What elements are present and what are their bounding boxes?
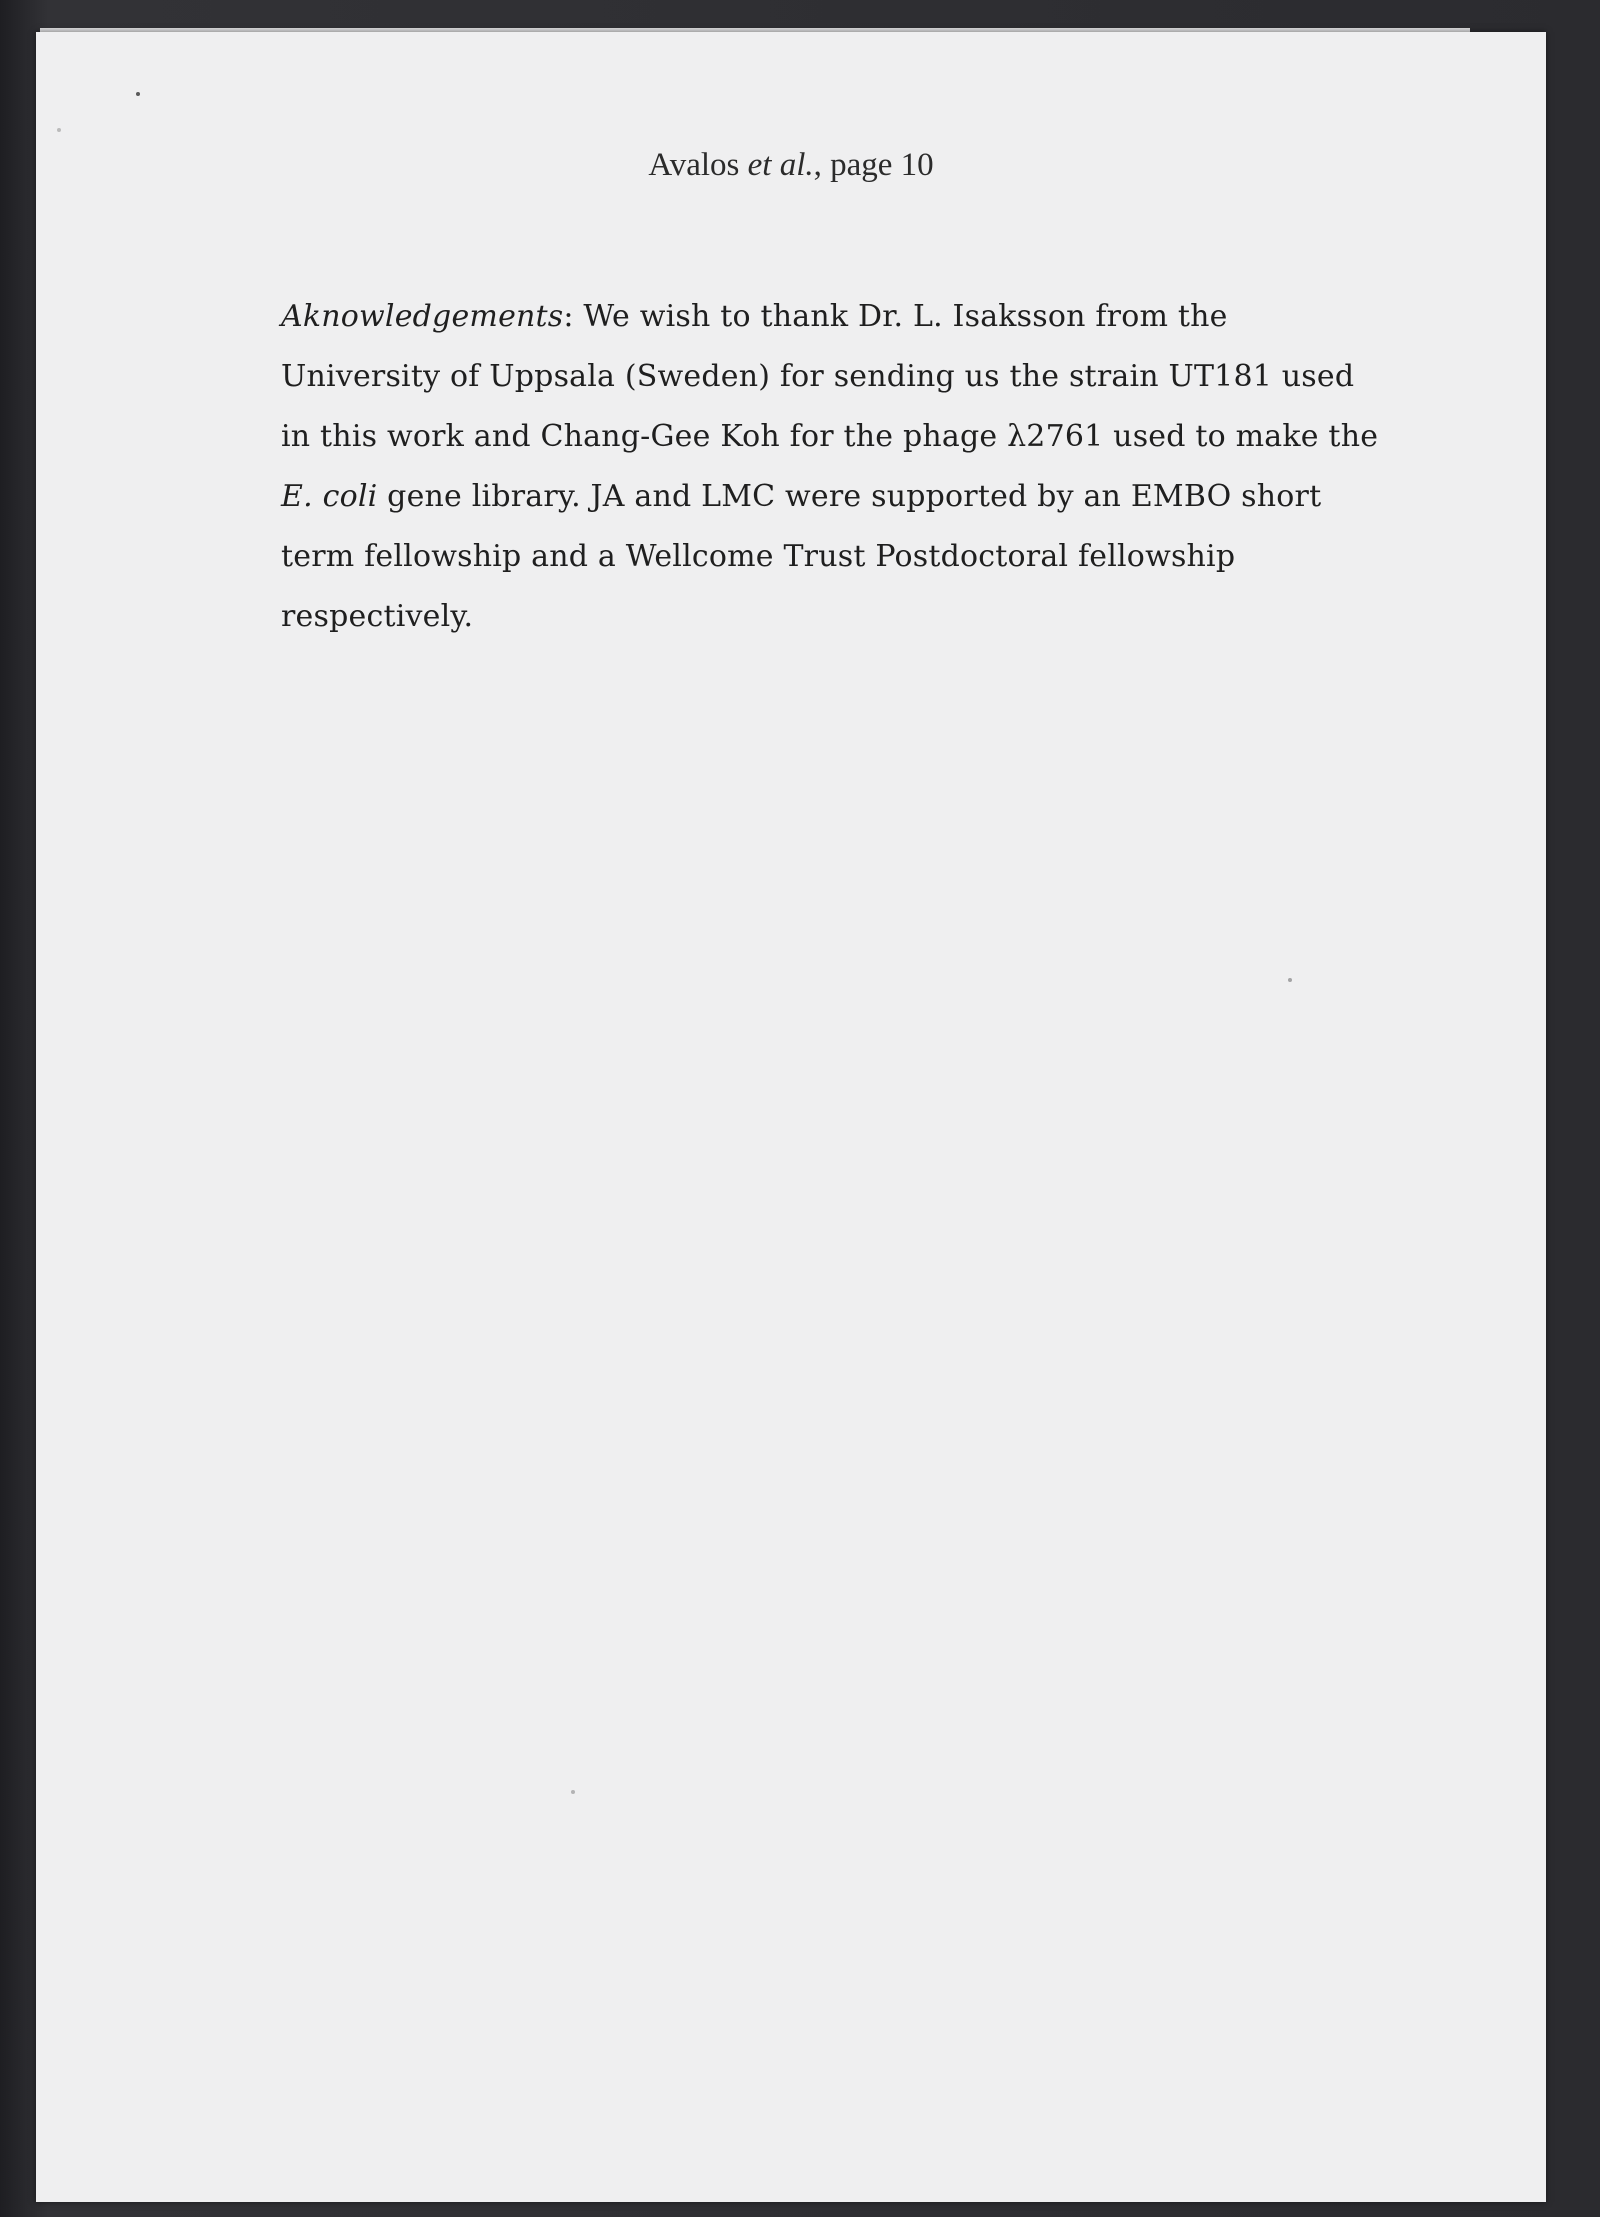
species-name: E. coli xyxy=(281,479,378,514)
scan-speck xyxy=(57,128,61,132)
paper-speck xyxy=(1288,978,1292,982)
paragraph-line: Aknowledgements: We wish to thank Dr. L. Isaksson from the xyxy=(281,299,1228,334)
header-etal: et al. xyxy=(747,147,814,183)
paper-speck xyxy=(571,1790,575,1794)
paragraph-line: respectively. xyxy=(281,599,474,634)
acknowledgements-paragraph xyxy=(281,287,1461,647)
header-page-number: , page 10 xyxy=(813,147,934,183)
paragraph-line: in this work and Chang-Gee Koh for the phage λ2761 used to make the xyxy=(281,419,1379,454)
running-header xyxy=(36,147,1546,184)
paragraph-line: University of Uppsala (Sweden) for sending us the strain UT181 used xyxy=(281,359,1355,394)
header-author: Avalos xyxy=(648,147,748,183)
paper-speck xyxy=(136,92,140,96)
acknowledgements-heading: Aknowledgements xyxy=(281,299,564,334)
document-page xyxy=(36,32,1546,2202)
paragraph-line: E. coli gene library. JA and LMC were supported by an EMBO short xyxy=(281,479,1322,514)
paragraph-line: term fellowship and a Wellcome Trust Postdoctoral fellowship xyxy=(281,539,1236,574)
